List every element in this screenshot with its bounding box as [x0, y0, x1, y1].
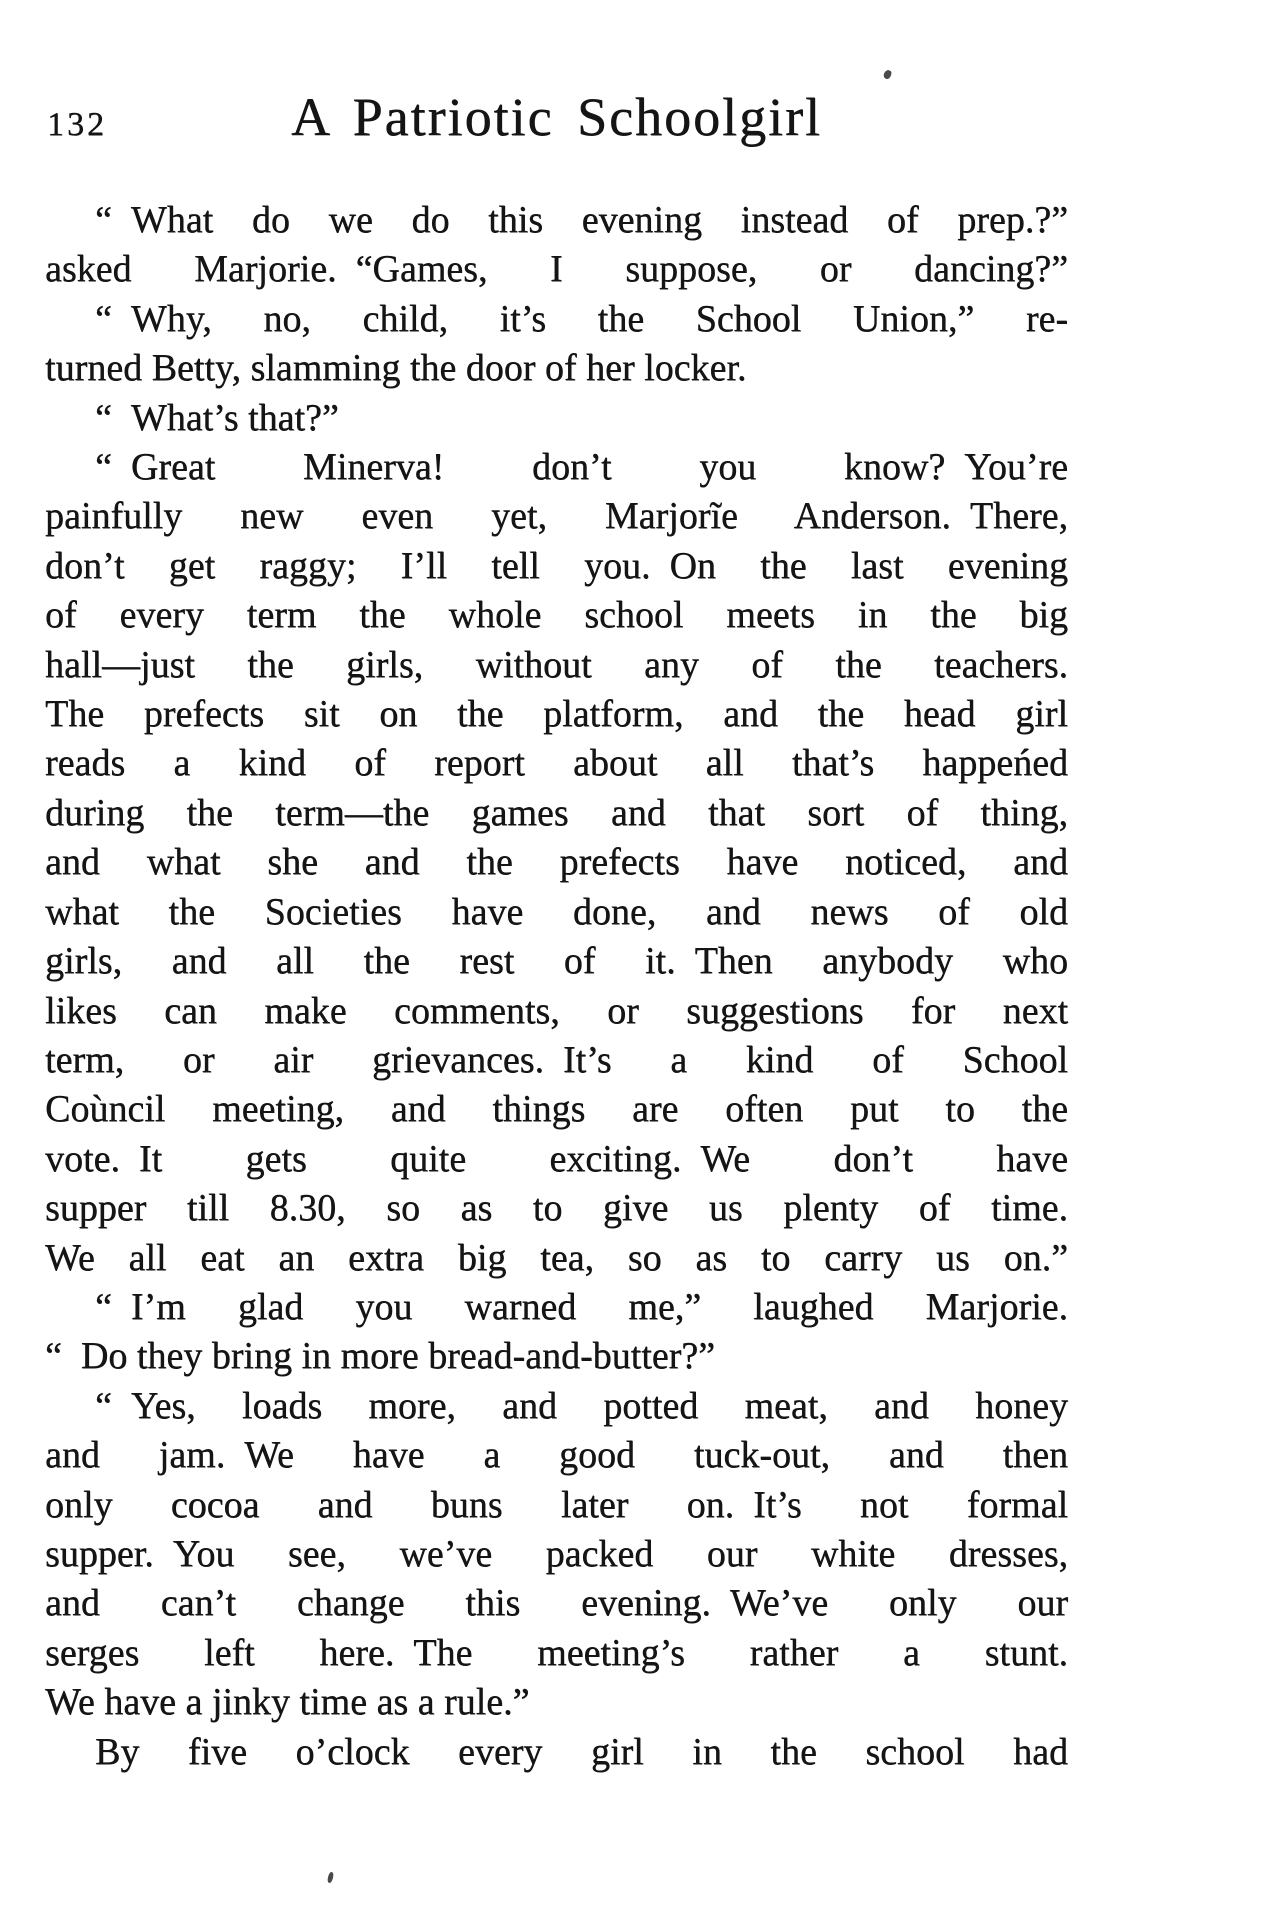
- text-line: asked Marjorie. “Games, I suppose, or dancing?”: [45, 248, 1068, 291]
- text-line: what the Societies have done, and news of old: [45, 890, 1068, 933]
- text-line: reads a kind of report about all that’s happeńed: [45, 742, 1068, 785]
- text-line: “ What do we do this evening instead of prep.?”: [95, 199, 1068, 241]
- text-line: We all eat an extra big tea, so as to carry us on.”: [45, 1236, 1068, 1279]
- text-line: don’t get raggy; I’ll tell you. On the last evening: [45, 544, 1068, 587]
- text-line: The prefects sit on the platform, and the head girl: [45, 693, 1068, 736]
- text-line: “ Yes, loads more, and potted meat, and honey: [95, 1384, 1068, 1427]
- text-line: and can’t change this evening. We’ve only our: [45, 1582, 1068, 1625]
- text-line: serges left here. The meeting’s rather a stunt.: [45, 1631, 1068, 1674]
- text-line: vote. It gets quite exciting. We don’t have: [45, 1137, 1068, 1180]
- text-line: turned Betty, slamming the door of her locker.: [45, 347, 747, 390]
- scan-speck: [883, 69, 893, 80]
- text-line: term, or air grievances. It’s a kind of School: [45, 1038, 1068, 1081]
- text-line: hall—just the girls, without any of the teachers.: [45, 643, 1068, 686]
- text-line: “ Do they bring in more bread-and-butter?”: [45, 1335, 716, 1378]
- text-line: Coùncil meeting, and things are often put to the: [45, 1088, 1068, 1131]
- text-line: and jam. We have a good tuck-out, and then: [45, 1434, 1068, 1477]
- text-line: painfully new even yet, Marjorĩe Anderson. There,: [45, 495, 1068, 538]
- text-line: “ Great Minerva! don’t you know? You’re: [95, 446, 1068, 489]
- text-line: and what she and the prefects have noticed, and: [45, 841, 1068, 884]
- text-line: By five o’clock every girl in the school had: [95, 1730, 1068, 1773]
- page-body: [45, 196, 1068, 1777]
- text-line: during the term—the games and that sort of thing,: [45, 791, 1068, 834]
- scan-speck: [327, 1872, 335, 1884]
- text-line: likes can make comments, or suggestions for next: [45, 989, 1068, 1032]
- text-line: supper till 8.30, so as to give us plenty of time.: [45, 1187, 1068, 1230]
- text-line: “ Why, no, child, it’s the School Union,” re-: [95, 297, 1068, 340]
- page-title: A Patriotic Schoolgirl: [291, 87, 822, 147]
- text-line: of every term the whole school meets in the big: [45, 594, 1068, 637]
- text-line: “ I’m glad you warned me,” laughed Marjorie.: [95, 1285, 1068, 1328]
- text-line: “ What’s that?”: [95, 396, 339, 439]
- text-line: only cocoa and buns later on. It’s not formal: [45, 1483, 1068, 1526]
- page-header: [45, 86, 1068, 162]
- page-number: 132: [47, 106, 107, 143]
- text-line: We have a jinky time as a rule.”: [45, 1681, 530, 1724]
- text-line: supper. You see, we’ve packed our white dresses,: [45, 1532, 1068, 1575]
- text-line: girls, and all the rest of it. Then anybody who: [45, 940, 1068, 983]
